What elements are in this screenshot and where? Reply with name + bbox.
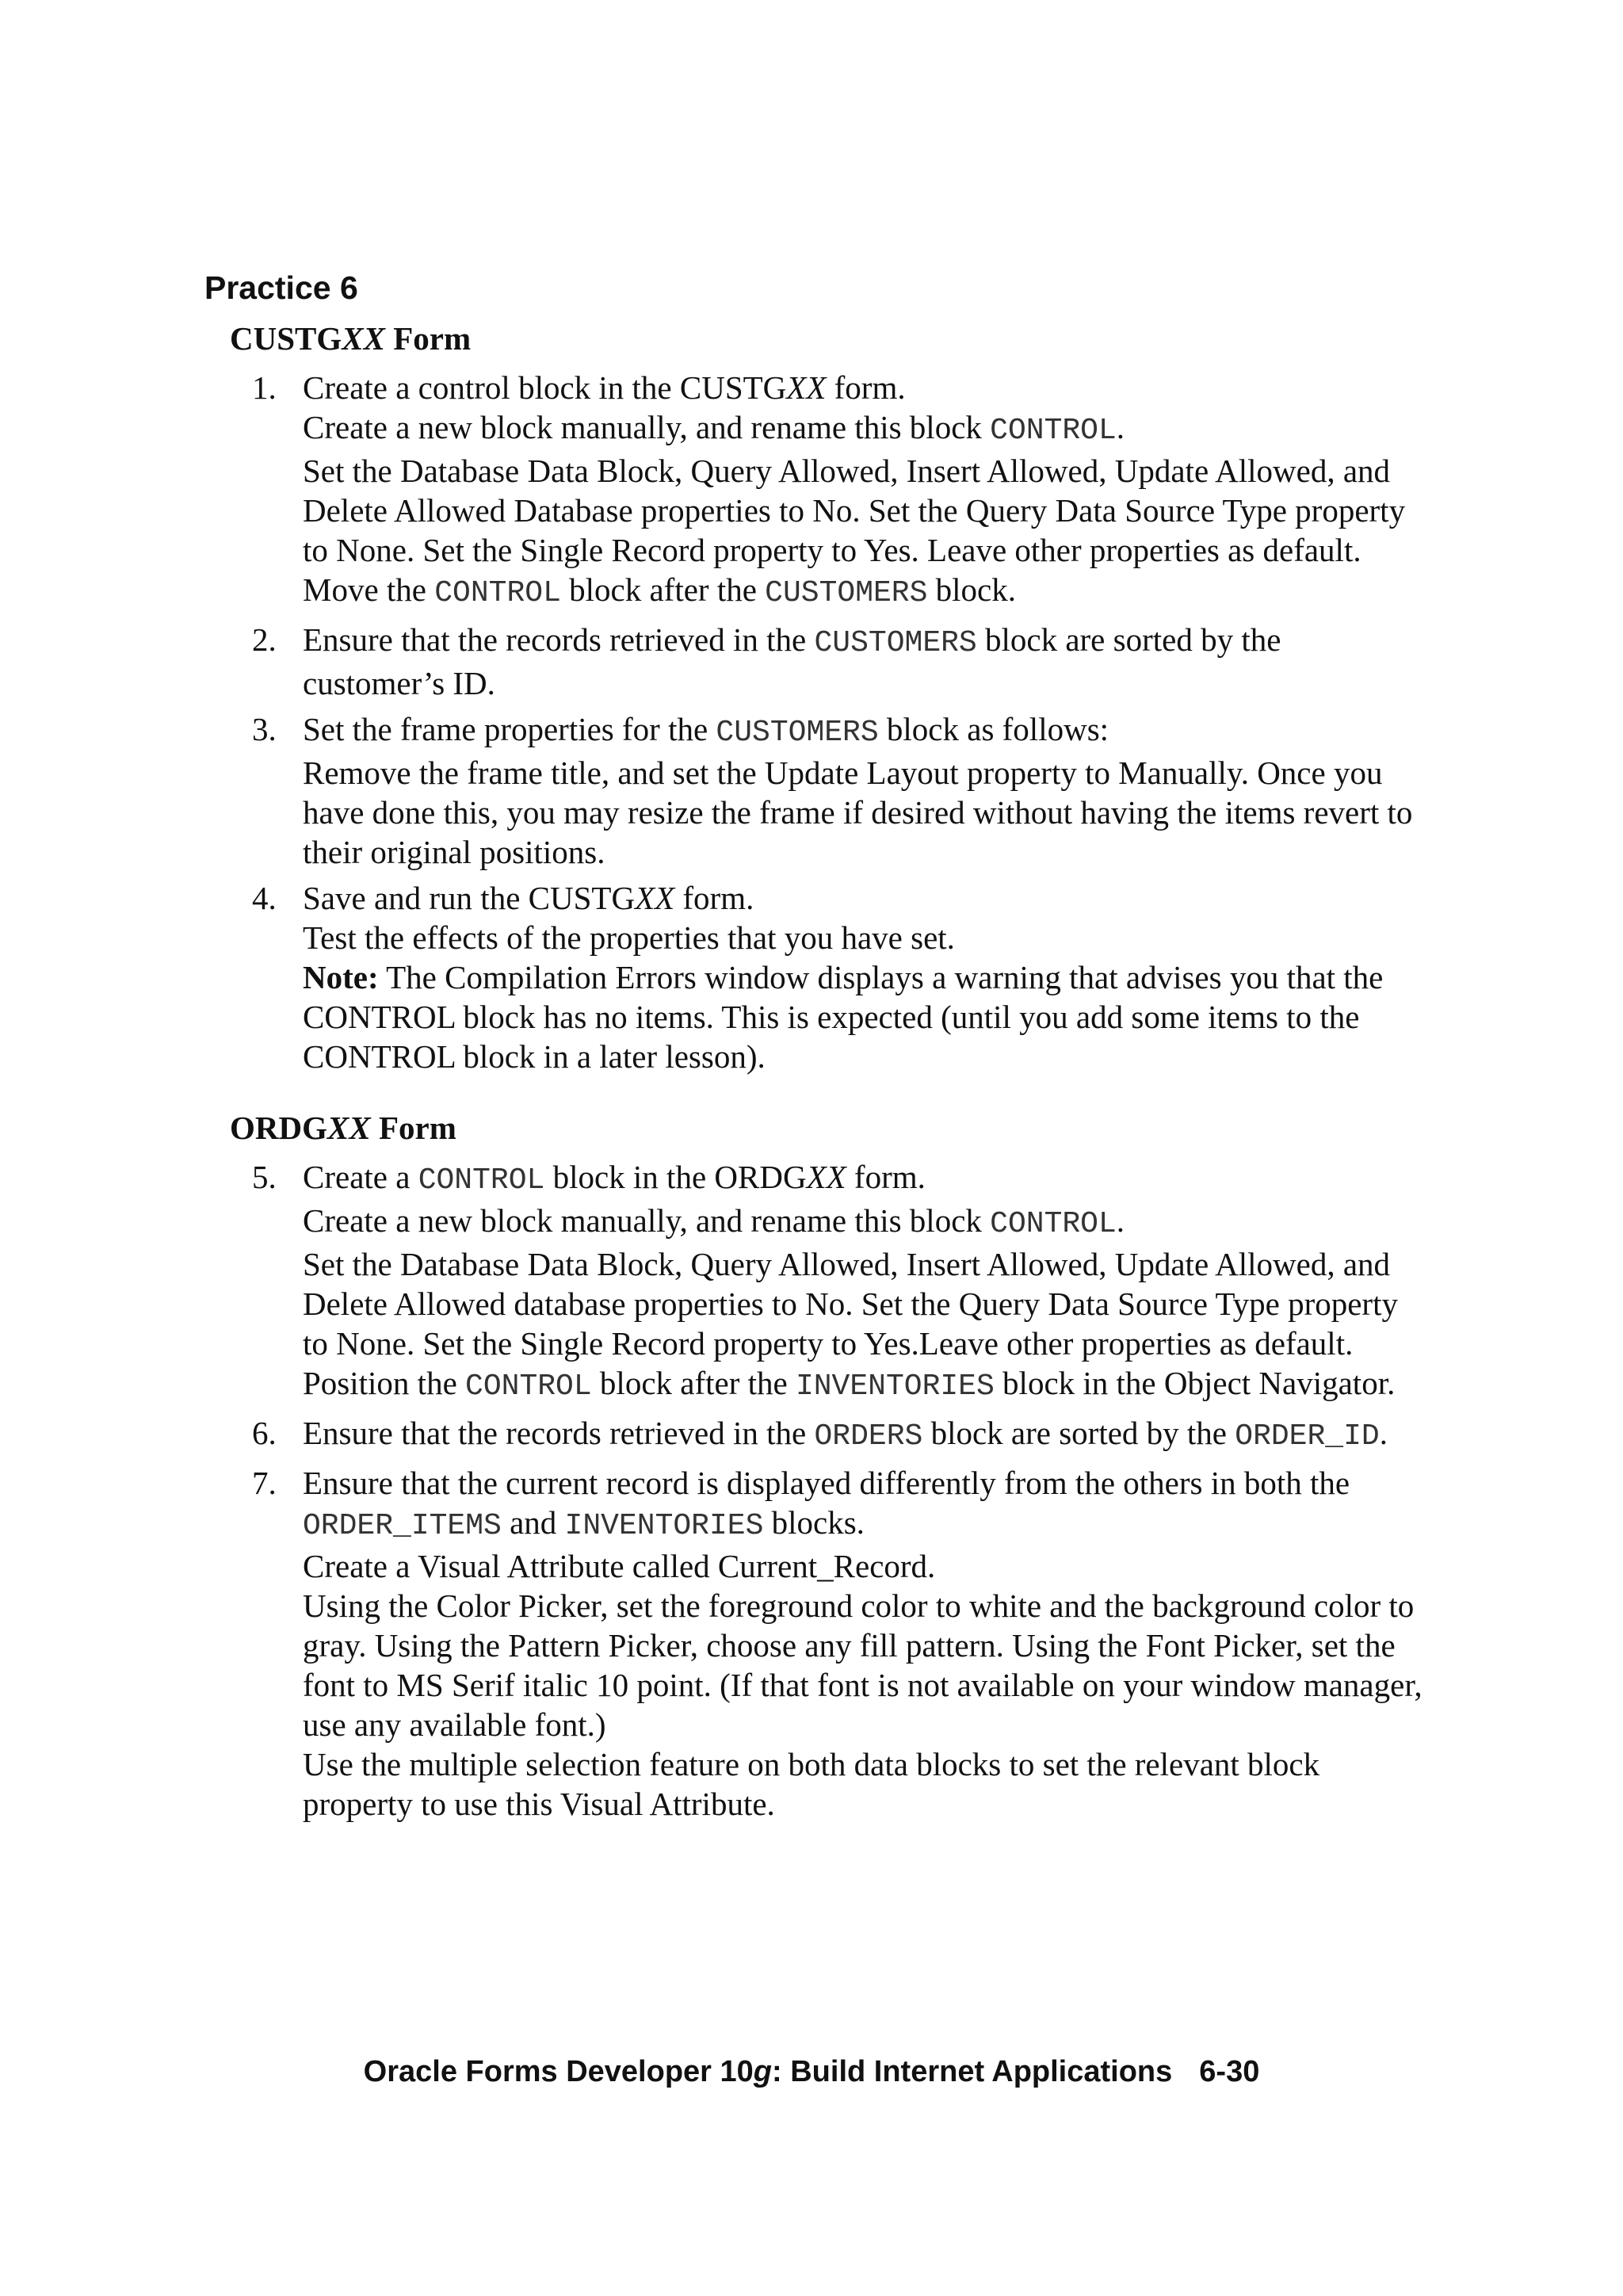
text-run: Use the multiple selection feature on both data blocks to set the relevant block property to use this Visual Attribute. [303,1746,1320,1822]
step-number: 4. [252,880,277,916]
text-run: Test the effects of the properties that you have set. [303,919,955,956]
italic-term: XX [786,369,827,406]
code-term: CONTROL [465,1370,592,1404]
step-line [303,709,1428,753]
text-run: Move the [303,571,435,608]
code-term: INVENTORIES [564,1509,764,1543]
section-suffix: Form [370,1110,456,1146]
step-line [303,753,1428,872]
step-number: 7. [252,1465,277,1501]
text-run: . [1116,1202,1125,1239]
text-run: block. [927,571,1016,608]
code-term: CUSTOMERS [765,576,928,610]
text-run: Using the Color Picker, set the foreground color to white and the background color to gray. Using the Pattern Picker, choose any fill pattern. Using the Font Picker, set the font to MS Serif italic 10 point. (If that font is not available on your window manager, use any available font.) [303,1587,1423,1743]
code-term: CONTROL [990,1207,1117,1241]
text-run: . [1379,1415,1388,1451]
step-item [0,709,1623,872]
step-body [303,1157,1428,1407]
step-line [303,878,1428,918]
footer-title-a: Oracle Forms Developer 10 [363,2055,754,2088]
section-prefix: CUSTG [230,320,342,357]
step-line [303,1157,1428,1201]
step-item [0,620,1623,703]
step-item [0,878,1623,1076]
text-run: block in the ORDG [544,1159,807,1195]
step-number: 2. [252,621,277,658]
step-line [303,918,1428,957]
code-term: CUSTOMERS [814,626,977,660]
step-line [303,407,1428,451]
step-body [303,620,1428,703]
section-heading-ordg [230,1108,456,1148]
steps-list-custg [0,368,1623,1083]
text-run: block are sorted by the [922,1415,1235,1451]
text-run: Ensure that the records retrieved in the [303,1415,815,1451]
text-run: block are sorted by the customer’s ID. [303,621,1281,701]
step-number: 1. [252,369,277,406]
text-run: . [1116,409,1125,445]
practice-title: Practice 6 [204,269,358,306]
text-run: Create a new block manually, and rename this block [303,1202,991,1239]
step-line [303,1201,1428,1244]
section-heading-custg [230,319,471,358]
step-item [0,368,1623,613]
step-line [303,957,1428,1076]
text-run: Create a [303,1159,418,1195]
text-run: Remove the frame title, and set the Update Layout property to Manually. Once you have done this, you may resize the frame if desired without having the items revert to their original positions. [303,755,1413,870]
code-term: CONTROL [990,414,1117,448]
text-run: form. [826,369,906,406]
step-item [0,1463,1623,1824]
text-run: block in the Object Navigator. [994,1365,1396,1401]
step-line [303,570,1428,613]
text-run: form. [846,1159,926,1195]
footer-title-b: : Build Internet Applications [772,2055,1173,2088]
text-run: block as follows: [878,711,1109,747]
text-run: block after the [560,571,766,608]
text-run: form. [674,880,754,916]
step-number: 3. [252,711,277,747]
italic-term: XX [806,1159,846,1195]
section-prefix: ORDG [230,1110,327,1146]
section-xx: XX [327,1110,371,1146]
code-term: CONTROL [434,576,561,610]
text-run: Create a new block manually, and rename this block [303,409,991,445]
step-body [303,1413,1428,1457]
text-run: The Compilation Errors window displays a warning that advises you that the CONTROL block has no items. This is expected (until you add some items to the CONTROL block in a later lesson). [303,959,1384,1075]
step-line [303,1244,1428,1363]
step-line [303,368,1428,407]
footer-title-g: g [753,2055,773,2088]
text-run: Save and run the CUSTG [303,880,636,916]
step-body [303,1463,1428,1824]
code-term: ORDERS [814,1419,923,1454]
section-xx: XX [342,320,385,357]
step-number: 5. [252,1159,277,1195]
step-line [303,1463,1428,1546]
code-term: CUSTOMERS [716,716,879,750]
text-run: Ensure that the current record is displayed differently from the others in both the [303,1465,1350,1501]
bold-term: Note: [303,959,379,995]
step-line [303,620,1428,703]
text-run: block after the [591,1365,796,1401]
step-line [303,1546,1428,1586]
text-run: Set the frame properties for the [303,711,716,747]
step-number: 6. [252,1415,277,1451]
text-run: Ensure that the records retrieved in the [303,621,815,658]
step-line [303,1586,1428,1744]
step-line [303,1413,1428,1457]
text-run: Position the [303,1365,466,1401]
step-body [303,878,1428,1076]
italic-term: XX [635,880,675,916]
text-run: blocks. [763,1504,865,1541]
step-line [303,1363,1428,1407]
footer-page-number: 6-30 [1199,2055,1260,2088]
step-line [303,1744,1428,1824]
page-footer [0,2053,1623,2091]
step-body [303,368,1428,613]
step-line [303,451,1428,570]
text-run: Create a control block in the CUSTG [303,369,787,406]
steps-list-ordg [0,1157,1623,1830]
code-term: ORDER_ITEMS [303,1509,502,1543]
text-run: Set the Database Data Block, Query Allowed, Insert Allowed, Update Allowed, and Delete Allowed database properties to No. Set the Query Data Source Type property to None. Set the Single Record property to Yes.Leave other properties as default. [303,1246,1398,1362]
code-term: INVENTORIES [795,1370,995,1404]
text-run: Create a Visual Attribute called Current_Record. [303,1548,936,1584]
text-run: Set the Database Data Block, Query Allowed, Insert Allowed, Update Allowed, and Delete Allowed Database properties to No. Set the Query Data Source Type property to None. Set the Single Record property to Yes. Leave other properties as default. [303,453,1406,568]
step-item [0,1413,1623,1457]
step-item [0,1157,1623,1407]
code-term: ORDER_ID [1235,1419,1380,1454]
code-term: CONTROL [418,1163,545,1198]
text-run: and [501,1504,565,1541]
section-suffix: Form [384,320,472,357]
step-body [303,709,1428,872]
